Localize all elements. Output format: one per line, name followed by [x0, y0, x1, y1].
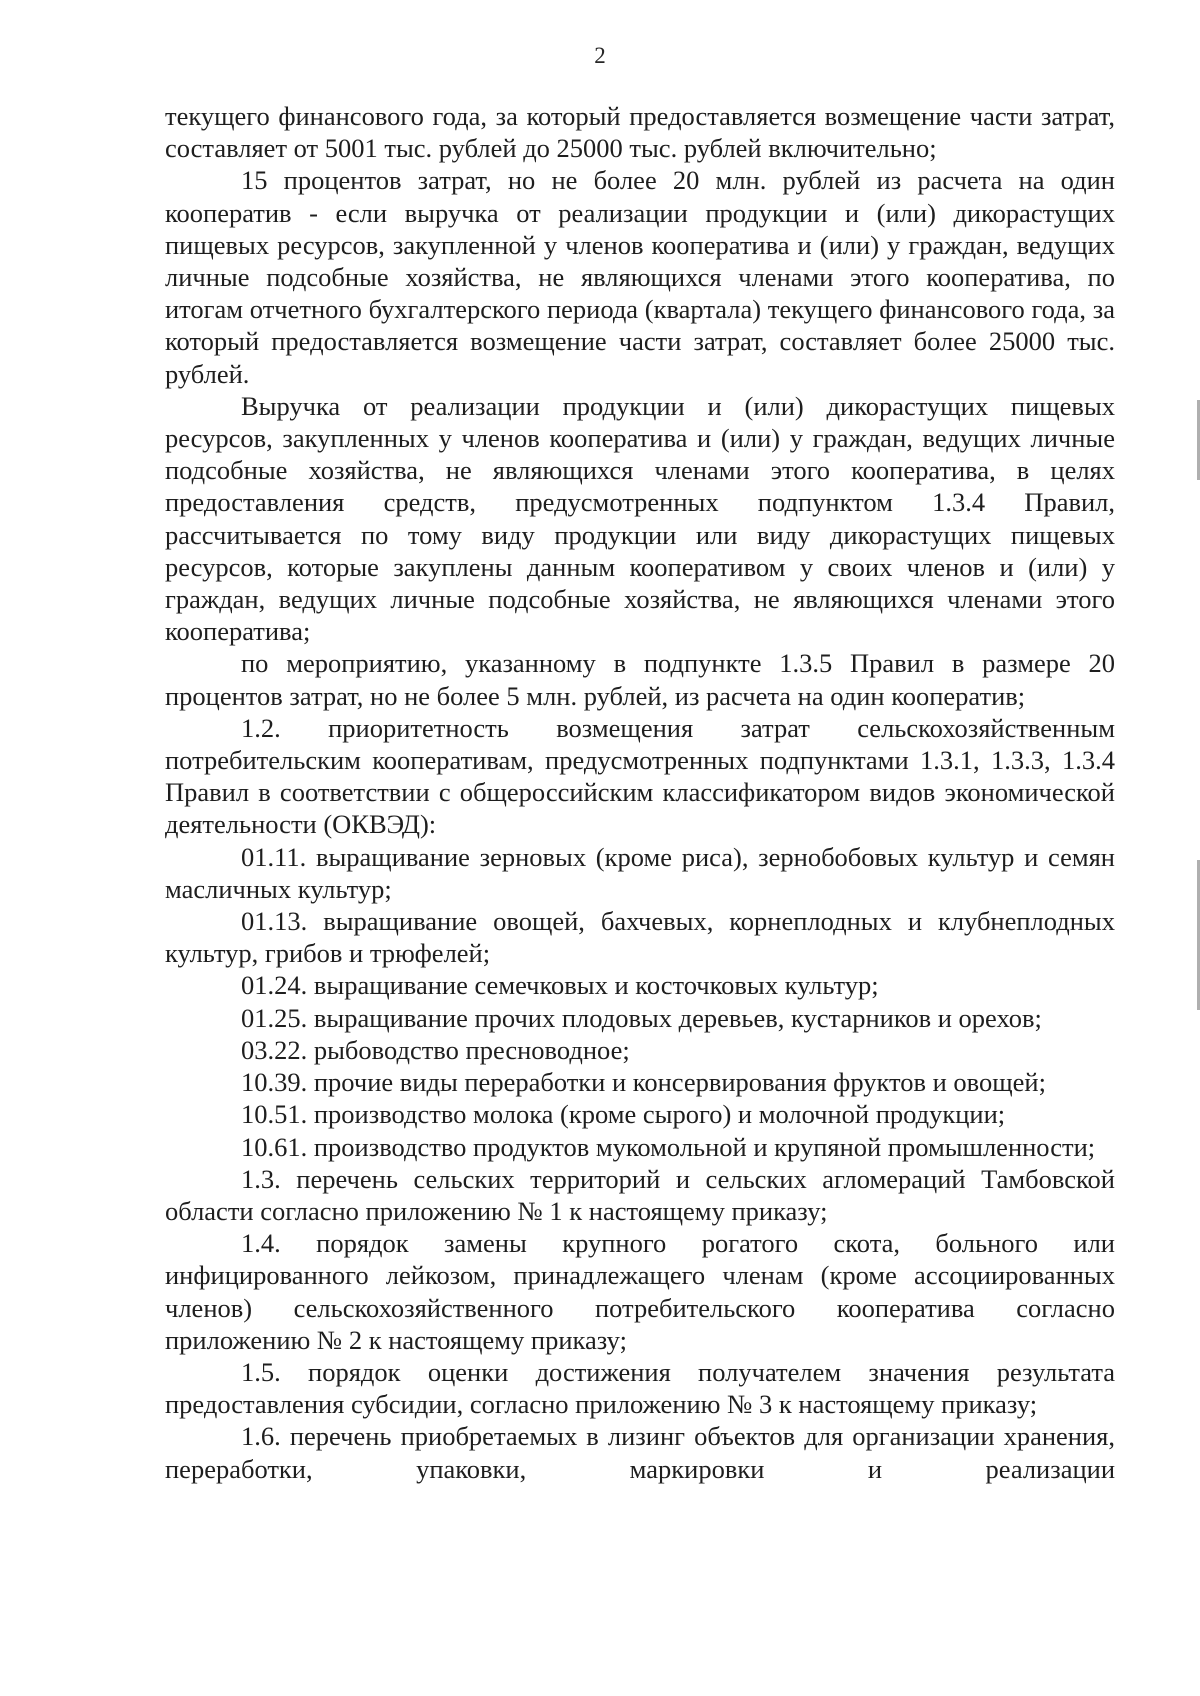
paragraph: 1.2. приоритетность возмещения затрат сельскохозяйственным потребительским кооперативам, предусмотренных подпунктами 1.3.1, 1.3.3, 1.3.4 Правил в соответствии с общероссийским классификатором видов экономической деятельности (ОКВЭД): [165, 712, 1115, 840]
okved-item: 03.22. рыбоводство пресноводное; [241, 1034, 630, 1065]
paragraph: 1.3. перечень сельских территорий и сельских агломераций Тамбовской области согласно приложению № 1 к настоящему приказу; [165, 1163, 1115, 1226]
paragraph: текущего финансового года, за который предоставляется возмещение части затрат, составляет от 5001 тыс. рублей до 25000 тыс. рублей включительно; [165, 101, 1115, 164]
paragraph: 1.5. порядок оценки достижения получателем значения результата предоставления субсидии, согласно приложению № 3 к настоящему приказу; [165, 1356, 1115, 1420]
okved-item: 01.25. выращивание прочих плодовых деревьев, кустарников и орехов; [241, 1002, 1042, 1033]
okved-item: 01.11. выращивание зерновых (кроме риса), зернобобовых культур и семян масличных культур; [165, 841, 1115, 904]
paragraph: Выручка от реализации продукции и (или) дикорастущих пищевых ресурсов, закупленных у членов кооператива и (или) у граждан, ведущих личные подсобные хозяйства, не являющихся членами этого кооператива, в целях предоставления средств, предусмотренных подпунктом 1.3.4 Правил, рассчитывается по тому виду продукции или виду дикорастущих пищевых ресурсов, которые закуплены данным кооперативом у своих членов и (или) у граждан, ведущих личные подсобные хозяйства, не являющихся членами этого кооператива; [165, 390, 1115, 647]
paragraph: 1.6. перечень приобретаемых в лизинг объектов для организации хранения, переработки, упаковки, маркировки и реализации [165, 1421, 1115, 1484]
okved-item: 10.61. производство продуктов мукомольной и крупяной промышленности; [241, 1131, 1096, 1162]
okved-item: 10.51. производство молока (кроме сырого) и молочной продукции; [241, 1099, 1006, 1130]
okved-item: 10.39. прочие виды переработки и консервирования фруктов и овощей; [241, 1067, 1046, 1098]
okved-item: 01.24. выращивание семечковых и косточковых культур; [241, 970, 879, 1001]
document-body [165, 100, 1115, 1485]
paragraph: 1.4. порядок замены крупного рогатого скота, больного или инфицированного лейкозом, принадлежащего членам (кроме ассоциированных членов) сельскохозяйственного потребительского кооператива согласно приложению № 2 к настоящему приказу; [165, 1228, 1115, 1355]
paragraph: по мероприятию, указанному в подпункте 1.3.5 Правил в размере 20 процентов затрат, но не более 5 млн. рублей, из расчета на один кооператив; [165, 648, 1115, 711]
page-number: 2 [594, 43, 606, 68]
paragraph: 15 процентов затрат, но не более 20 млн. рублей из расчета на один кооператив - если выручка от реализации продукции и (или) дикорастущих пищевых ресурсов, закупленной у членов кооператива и (или) у граждан, ведущих личные подсобные хозяйства, не являющихся членами этого кооператива, по итогам отчетного бухгалтерского периода (квартала) текущего финансового года, за который предоставляется возмещение части затрат, составляет более 25000 тыс. рублей. [165, 165, 1115, 389]
okved-item: 01.13. выращивание овощей, бахчевых, корнеплодных и клубнеплодных культур, грибов и трюфелей; [165, 906, 1115, 969]
